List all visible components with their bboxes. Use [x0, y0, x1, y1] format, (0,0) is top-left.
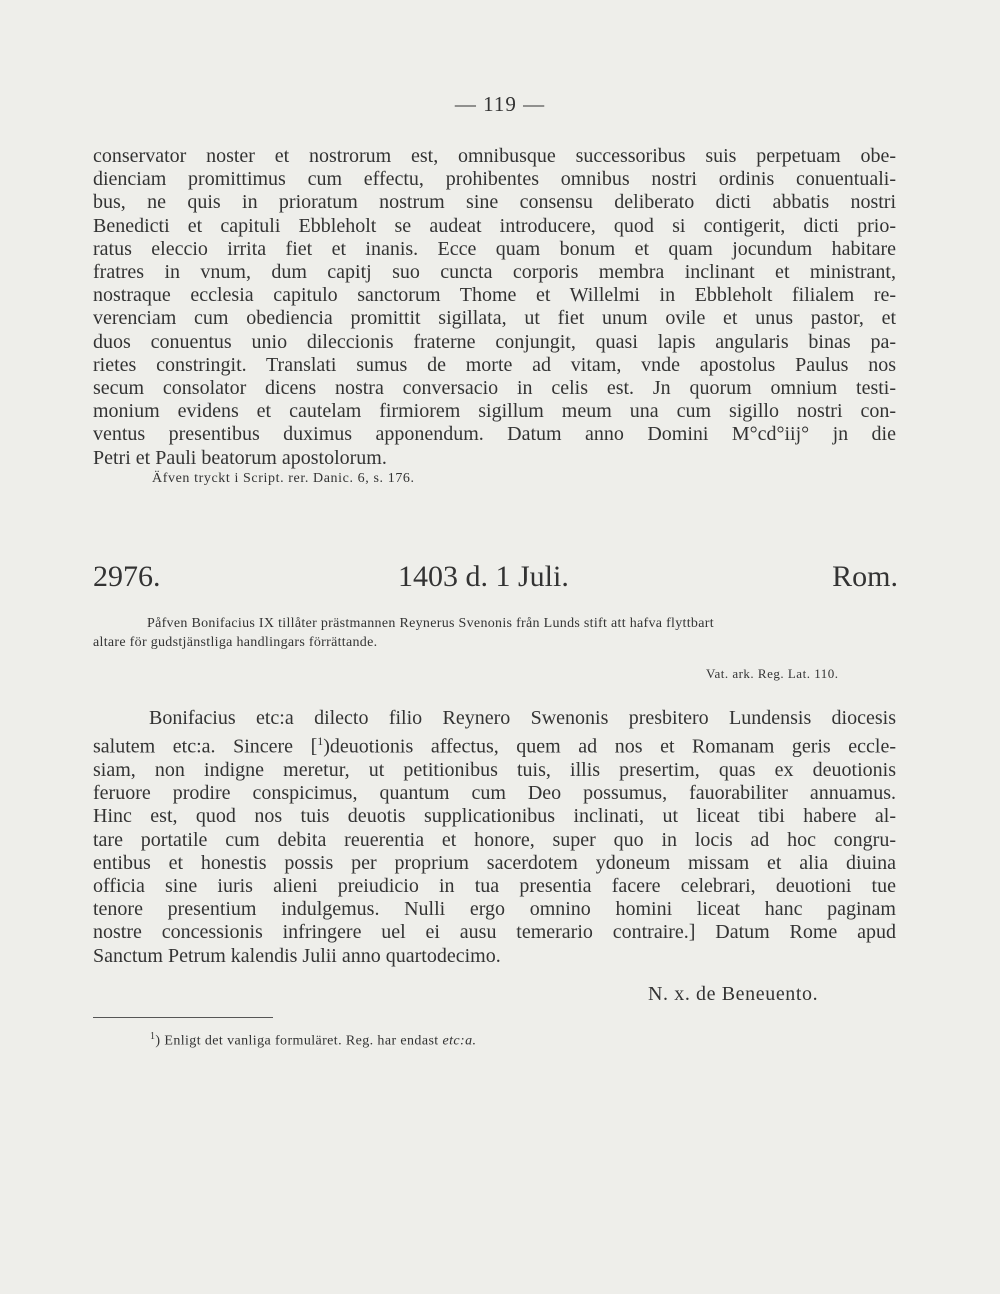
- text-line: officia sine iuris alieni preiudicio in tua presentia facere celebrari, deuotioni tue: [93, 875, 896, 898]
- text-line: ventus presentibus duximus apponendum. Datum anno Domini M°cd°iij° jn die: [93, 423, 896, 446]
- text-line: Sanctum Petrum kalendis Julii anno quartodecimo.: [93, 944, 501, 967]
- archive-reference: Vat. ark. Reg. Lat. 110.: [706, 666, 839, 681]
- text-segment: )deuotionis affectus, quem ad nos et Romanam geris eccle-: [323, 735, 896, 758]
- document-number: 2976.: [93, 560, 161, 593]
- text-line: verenciam cum obediencia promittit sigillata, ut fiet unum ovile et unus pastor, et: [93, 307, 896, 330]
- footnote-text: ) Enligt det vanliga formuläret. Reg. har endast: [155, 1033, 443, 1049]
- text-line: Hinc est, quod nos tuis deuotis supplicationibus inclinati, ut liceat tibi habere al-: [93, 805, 896, 828]
- text-line: conservator noster et nostrorum est, omnibusque successoribus suis perpetuam obe-: [93, 145, 896, 167]
- continuation-paragraph: [93, 145, 896, 470]
- text-line: rietes constringit. Translati sumus de morte ad vitam, vnde apostolus Paulus nos: [93, 353, 896, 376]
- text-line: [93, 730, 896, 759]
- text-line: duos conuentus unio dileccionis fraterne conjungit, quasi lapis angularis binas pa-: [93, 330, 896, 353]
- text-line: Petri et Pauli beatorum apostolorum.: [93, 446, 387, 469]
- print-reference-note: Äfven tryckt i Script. rer. Danic. 6, s. 176.: [152, 471, 415, 486]
- text-line: tare portatile cum debita reuerentia et honore, super quo in locis ad hoc congru-: [93, 828, 896, 851]
- text-line: nostraque ecclesia capitulo sanctorum Thome et Willelmi in Ebbleholt filialem re-: [93, 284, 896, 307]
- document-place: Rom.: [832, 560, 898, 593]
- text-line: Benedicti et capituli Ebbleholt se audeat introducere, quod si contigerit, dicti prio-: [93, 214, 896, 237]
- text-line: tenore presentium indulgemus. Nulli ergo omnino homini liceat hanc paginam: [93, 898, 896, 921]
- text-line: siam, non indigne meretur, ut petitionibus tuis, illis presertim, quas ex deuotionis: [93, 759, 896, 782]
- signature: N. x. de Beneuento.: [648, 983, 819, 1005]
- footnote-italic: etc:a.: [442, 1033, 477, 1049]
- text-line: bus, ne quis in prioratum nostrum sine consensu deliberato dicti abbatis nostri: [93, 191, 896, 214]
- text-line: fratres in vnum, dum capitj suo cuncta corporis membra inclinant et ministrant,: [93, 261, 896, 284]
- text-line: dienciam promittimus cum effectu, prohibentes omnibus nostri ordinis conuentuali-: [93, 168, 896, 191]
- document-summary: [93, 614, 898, 652]
- page-number: — 119 —: [454, 92, 546, 116]
- footnote-divider: [93, 1017, 273, 1018]
- footnote-marker: 1: [317, 734, 324, 749]
- document-heading: [93, 560, 898, 596]
- text-segment: salutem etc:a. Sincere [: [93, 735, 318, 758]
- document-body: [93, 707, 896, 968]
- footnote: [150, 1031, 476, 1050]
- text-line: entibus et honestis possis per proprium sacerdotem ydoneum missam et alia diuina: [93, 851, 896, 874]
- summary-line: altare för gudstjänstliga handlingars förrättande.: [93, 635, 378, 650]
- footnote-number: 1: [150, 1031, 156, 1042]
- text-line: nostre concessionis infringere uel ei ausu temerario contraire.] Datum Rome apud: [93, 921, 896, 944]
- text-line: secum consolator dicens nostra conversacio in celis est. Jn quorum omnium testi-: [93, 377, 896, 400]
- document-date: 1403 d. 1 Juli.: [398, 560, 569, 593]
- text-line: Bonifacius etc:a dilecto filio Reynero Swenonis presbitero Lundensis diocesis: [149, 707, 896, 729]
- text-line: ratus eleccio irrita fiet et inanis. Ecce quam bonum et quam jocundum habitare: [93, 237, 896, 260]
- text-line: feruore prodire conspicimus, quantum cum Deo possumus, fauorabiliter annuamus.: [93, 782, 896, 805]
- summary-line: Påfven Bonifacius IX tillåter prästmannen Reynerus Svenonis från Lunds stift att hafva flyttbart: [147, 616, 714, 631]
- text-line: monium evidens et cautelam firmiorem sigillum meum una cum sigillo nostri con-: [93, 400, 896, 423]
